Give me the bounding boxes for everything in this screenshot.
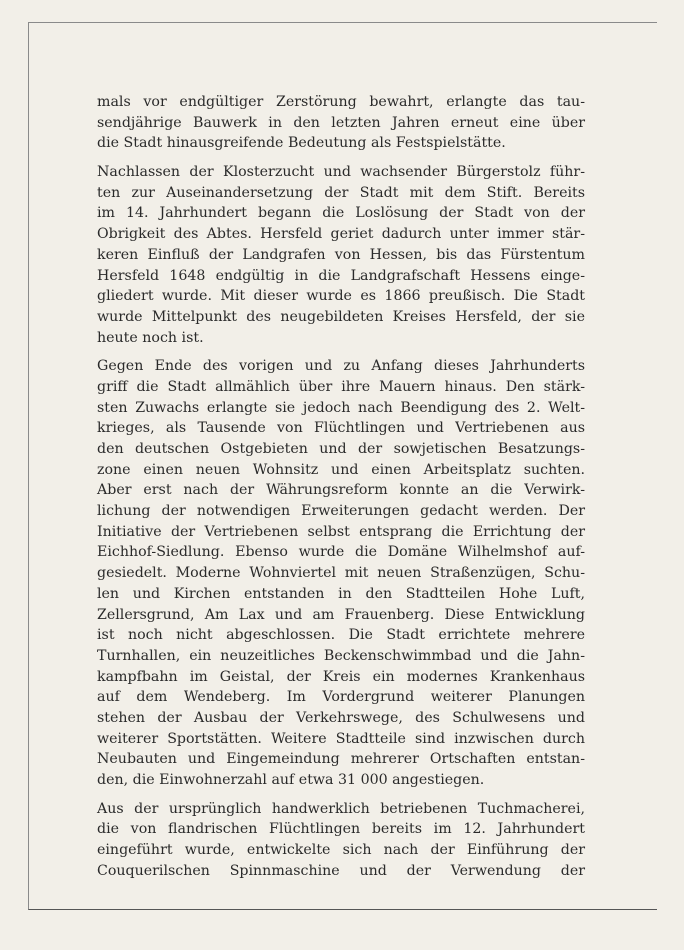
text-line: krieges, als Tausende von Flüchtlingen und Vertriebenen aus [97,420,585,437]
text-line: die Stadt hinausgreifende Bedeutung als Festspielstätte. [97,135,506,152]
text-line: den, die Einwohnerzahl auf etwa 31 000 angestiegen. [97,772,485,788]
body-text [97,92,585,889]
text-line: kampfbahn im Geistal, der Kreis ein modernes Krankenhaus [97,668,585,685]
text-line: len und Kirchen entstanden in den Stadtteilen Hohe Luft, [97,585,585,602]
text-line: sendjährige Bauwerk in den letzten Jahren erneut eine über [97,114,585,131]
text-line: Obrigkeit des Abtes. Hersfeld geriet dadurch unter immer stär- [97,226,585,243]
paragraph [97,356,585,790]
text-line: wurde Mittelpunkt des neugebildeten Kreises Hersfeld, der sie [97,308,585,325]
text-line: Aus der ursprünglich handwerklich betriebenen Tuchmacherei, [97,800,585,817]
text-line: Turnhallen, ein neuzeitliches Beckenschwimmbad und die Jahn- [97,647,585,664]
text-line: im 14. Jahrhundert begann die Loslösung der Stadt von der [97,205,585,222]
text-line: ist noch nicht abgeschlossen. Die Stadt errichtete mehrere [97,627,585,644]
text-line: lichung der notwendigen Erweiterungen gedacht werden. Der [97,503,585,520]
text-line: ten zur Auseinandersetzung der Stadt mit dem Stift. Bereits [97,184,585,201]
text-line: Hersfeld 1648 endgültig in die Landgrafschaft Hessens einge- [97,267,585,284]
text-line: Neubauten und Eingemeindung mehrerer Ortschaften entstan- [97,751,585,768]
text-line: zone einen neuen Wohnsitz und einen Arbeitsplatz suchten. [97,461,585,478]
text-line: Couquerilschen Spinnmaschine und der Verwendung der [97,862,585,879]
text-line: Gegen Ende des vorigen und zu Anfang dieses Jahrhunderts [97,358,585,375]
text-line: Zellersgrund, Am Lax und am Frauenberg. Diese Entwicklung [97,606,585,623]
text-line: Nachlassen der Klosterzucht und wachsender Bürgerstolz führ- [97,164,585,181]
text-line: sten Zuwachs erlangte sie jedoch nach Beendigung des 2. Welt- [97,399,585,416]
text-line: den deutschen Ostgebieten und der sowjetischen Besatzungs- [97,441,585,457]
text-line: mals vor endgültiger Zerstörung bewahrt, erlangte das tau- [97,94,585,110]
text-line: eingeführt wurde, entwickelte sich nach der Einführung der [97,842,585,859]
text-line: heute noch ist. [97,329,204,346]
text-line: die von flandrischen Flüchtlingen bereits im 12. Jahrhundert [97,821,585,838]
text-line: griff die Stadt allmählich über ihre Mauern hinaus. Den stärk- [97,378,585,395]
text-line: Eichhof-Siedlung. Ebenso wurde die Domäne Wilhelmshof auf- [97,544,585,561]
text-line: gesiedelt. Moderne Wohnviertel mit neuen Straßenzügen, Schu- [97,565,585,582]
text-line: keren Einfluß der Landgrafen von Hessen, bis das Fürstentum [97,246,585,263]
paragraph [97,799,585,882]
text-line: weiterer Sportstätten. Weitere Stadtteile sind inzwischen durch [97,730,585,747]
text-line: Initiative der Vertriebenen selbst entsprang die Errichtung der [97,523,585,540]
paragraph [97,92,585,154]
paragraph [97,162,585,348]
text-line: gliedert wurde. Mit dieser wurde es 1866 preußisch. Die Stadt [97,288,585,305]
text-line: Aber erst nach der Währungsreform konnte an die Verwirk- [97,482,585,499]
text-line: stehen der Ausbau der Verkehrswege, des Schulwesens und [97,709,585,726]
text-line: auf dem Wendeberg. Im Vordergrund weiterer Planungen [97,689,585,706]
